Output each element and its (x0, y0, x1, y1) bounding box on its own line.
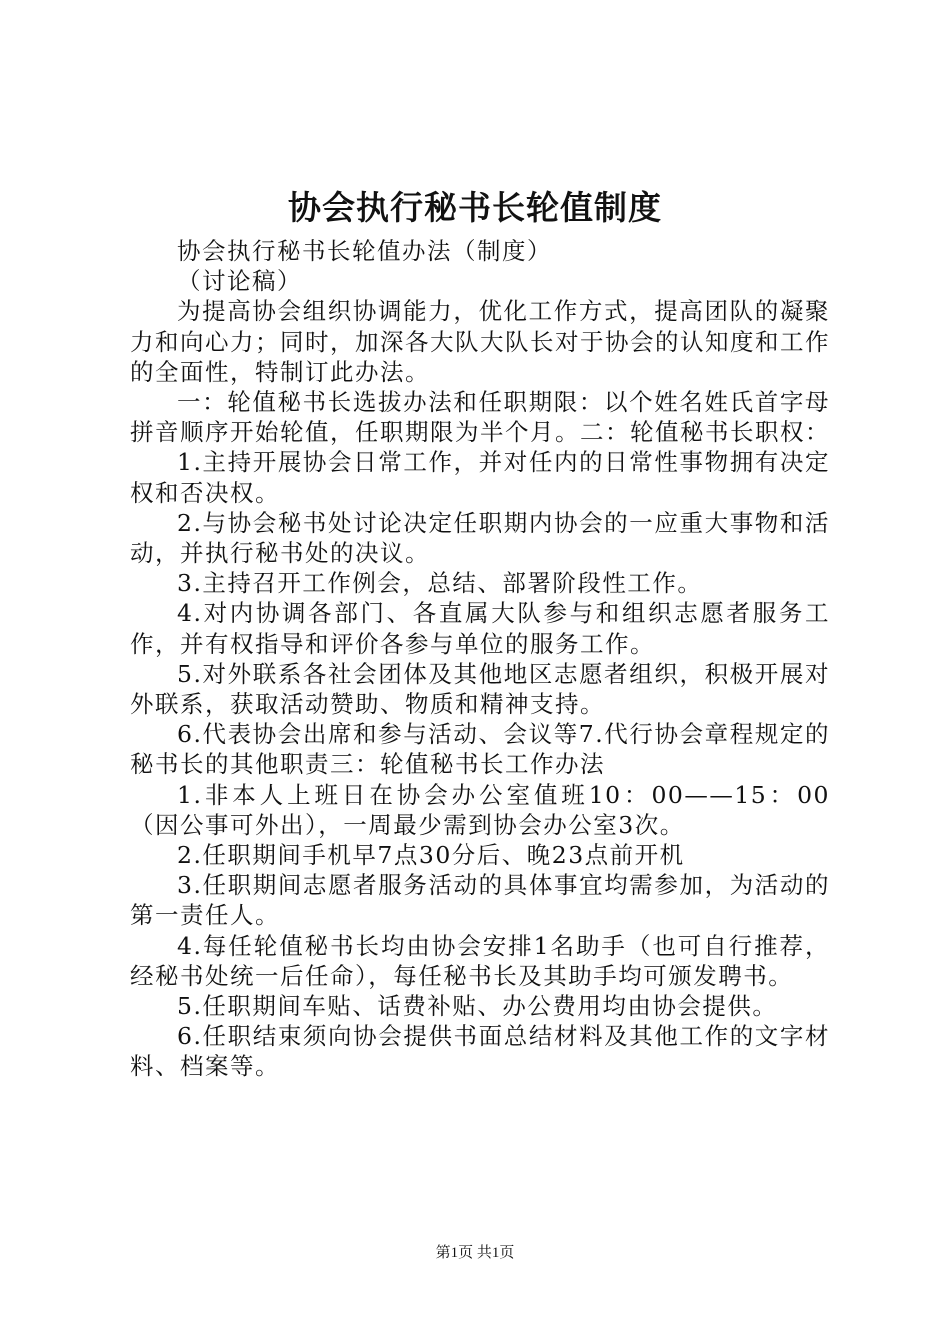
paragraph-method-1: 1.非本人上班日在协会办公室值班10：00——15：00（因公事可外出），一周最少需到协会办公室3次。 (130, 780, 830, 839)
paragraph-method-2: 2.任职期间手机早7点30分后、晚23点前开机 (177, 841, 685, 870)
paragraph-method-5: 5.任职期间车贴、话费补贴、办公费用均由协会提供。 (177, 992, 778, 1021)
paragraph-duty-4: 4.对内协调各部门、各直属大队参与和组织志愿者服务工作，并有权指导和评价各参与单位的服务工作。 (130, 599, 830, 658)
document-body (130, 236, 830, 1082)
paragraph-purpose: 为提高协会组织协调能力，优化工作方式，提高团队的凝聚力和向心力；同时，加深各大队大队长对于协会的认知度和工作的全面性，特制订此办法。 (130, 297, 830, 386)
paragraph-subtitle: 协会执行秘书长轮值办法（制度） (177, 237, 552, 265)
paragraph-method-6: 6.任职结束须向协会提供书面总结材料及其他工作的文字材料、档案等。 (130, 1022, 830, 1081)
paragraph-draft-note: （讨论稿） (177, 267, 302, 296)
paragraph-duty-6-7: 6.代表协会出席和参与活动、会议等7.代行协会章程规定的秘书长的其他职责三：轮值秘书长工作办法 (130, 720, 830, 779)
paragraph-selection: 一：轮值秘书长选拔办法和任职期限：以个姓名姓氏首字母拼音顺序开始轮值，任职期限为半个月。二：轮值秘书长职权： (130, 388, 830, 447)
page-footer: 第1页 共1页 (435, 1245, 515, 1261)
paragraph-method-3: 3.任职期间志愿者服务活动的具体事宜均需参加，为活动的第一责任人。 (130, 871, 830, 930)
paragraph-duty-3: 3.主持召开工作例会，总结、部署阶段性工作。 (177, 569, 703, 598)
document-title: 协会执行秘书长轮值制度 (288, 188, 662, 227)
paragraph-method-4: 4.每任轮值秘书长均由协会安排1名助手（也可自行推荐，经秘书处统一后任命），每任秘书长及其助手均可颁发聘书。 (130, 931, 830, 990)
paragraph-duty-5: 5.对外联系各社会团体及其他地区志愿者组织，积极开展对外联系，获取活动赞助、物质和精神支持。 (130, 659, 830, 719)
paragraph-duty-1: 1.主持开展协会日常工作，并对任内的日常性事物拥有决定权和否决权。 (130, 448, 830, 507)
paragraph-duty-2: 2.与协会秘书处讨论决定任职期内协会的一应重大事物和活动，并执行秘书处的决议。 (130, 508, 830, 568)
